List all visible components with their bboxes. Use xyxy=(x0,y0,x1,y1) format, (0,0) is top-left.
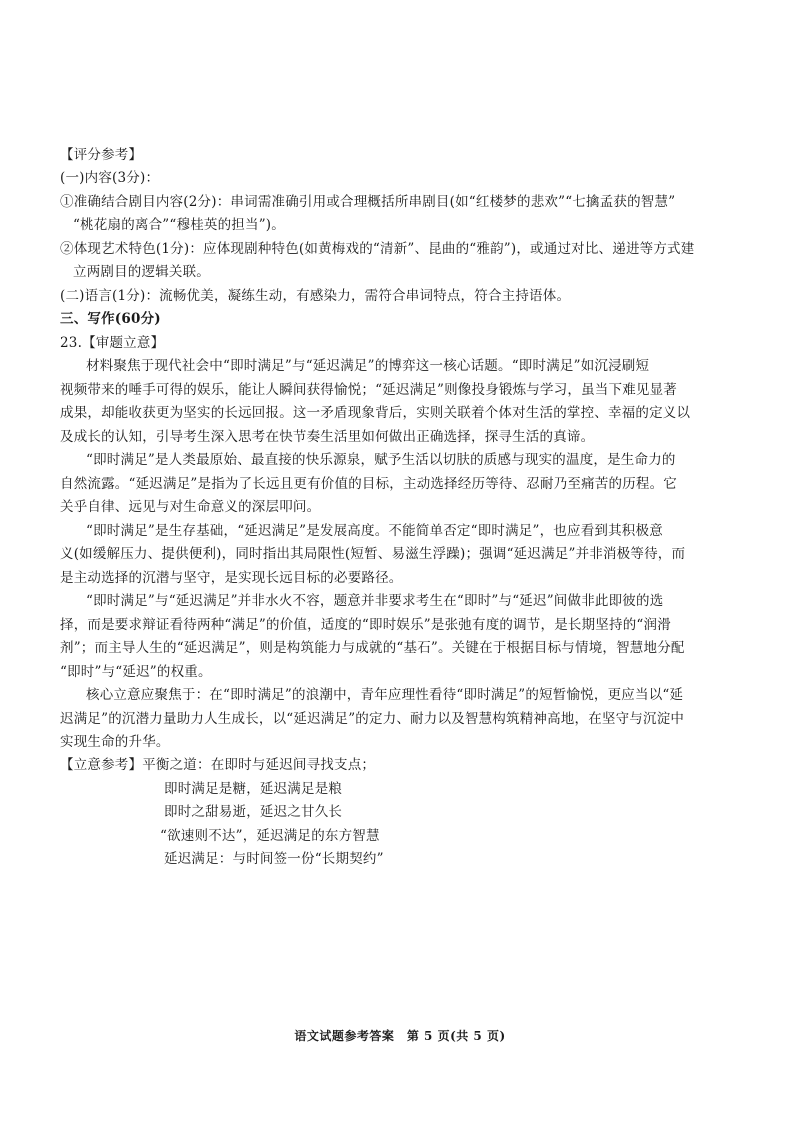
paragraph-line: “即时满足”与“延迟满足”并非水火不容，题意并非要求考生在“即时”与“延迟”间做非此即彼的选 xyxy=(86,593,664,609)
q23-heading: 23.【审题立意】 xyxy=(60,335,165,351)
paragraph-line: “即时满足”是生存基础，“延迟满足”是发展高度。不能简单否定“即时满足”，也应看到其积极意 xyxy=(86,523,663,539)
scoring-heading: 【评分参考】 xyxy=(60,147,143,163)
paragraph-line: 核心立意应聚焦于：在“即时满足”的浪潮中，青年应理性看待“即时满足”的短暂愉悦，更应当以“延 xyxy=(86,687,684,703)
paragraph-line: 关乎自律、远见与对生命意义的深层叩问。 xyxy=(60,499,321,515)
reference-item: 延迟满足：与时间签一份“长期契约” xyxy=(164,851,384,867)
scoring-item2-line2: 立两剧目的逻辑关联。 xyxy=(73,264,210,280)
scoring-item1-line1: ①准确结合剧目内容(2分)：串词需准确引用或合理概括所串剧目(如“红楼梦的悲欢”“七擒孟获的智慧” xyxy=(60,194,676,210)
reference-item: 即时满足是糖，延迟满足是粮 xyxy=(164,781,343,797)
paragraph-line: 材料聚焦于现代社会中“即时满足”与“延迟满足”的博弈这一核心话题。“即时满足”如沉浸刷短 xyxy=(86,358,650,374)
paragraph-line: 是主动选择的沉潜与坚守，是实现长远目标的必要路径。 xyxy=(60,570,403,586)
paragraph-line: “即时”与“延迟”的权重。 xyxy=(60,664,212,680)
paragraph-line: 迟满足”的沉潜力量助力人生成长，以“延迟满足”的定力、耐力以及智慧构筑精神高地，在坚守与沉淀中 xyxy=(60,711,685,727)
reference-block xyxy=(60,754,375,776)
paragraph-line: 剂”；而主导人生的“延迟满足”，则是构筑能力与成就的“基石”。关键在于根据目标与情境，智慧地分配 xyxy=(60,640,685,656)
writing-section-title: 三、写作(60分) xyxy=(60,311,161,327)
reference-item: “欲速则不达”，延迟满足的东方智慧 xyxy=(160,828,380,844)
paragraph-line: 视频带来的唾手可得的娱乐，能让人瞬间获得愉悦；“延迟满足”则像投身锻炼与学习，虽当下难见显著 xyxy=(60,382,678,398)
paragraph-line: 成果，却能收获更为坚实的长远回报。这一矛盾现象背后，实则关联着个体对生活的掌控、幸福的定义以 xyxy=(60,405,691,421)
scoring-item1-line2: “桃花扇的离合”“穆桂英的担当”)。 xyxy=(73,217,285,233)
paragraph-line: 义(如缓解压力、提供便利)，同时指出其局限性(短暂、易滋生浮躁)；强调“延迟满足”并非消极等待，而 xyxy=(60,546,686,562)
reference-item: 平衡之道：在即时与延迟间寻找支点； xyxy=(142,757,376,773)
paragraph-line: 自然流露。“延迟满足”是指为了长远且更有价值的目标，主动选择经历等待、忍耐乃至痛苦的历程。它 xyxy=(60,476,678,492)
paragraph-line: 及成长的认知，引导考生深入思考在快节奏生活里如何做出正确选择，探寻生活的真谛。 xyxy=(60,429,595,445)
paragraph-line: 择，而是要求辩证看待两种“满足”的价值，适度的“即时娱乐”是张弛有度的调节，是长期坚持的“润滑 xyxy=(60,617,671,633)
page-footer: 语文试题参考答案 第 5 页(共 5 页) xyxy=(294,1029,506,1043)
reference-label: 【立意参考】 xyxy=(60,757,143,773)
scoring-section1-title: (一)内容(3分)： xyxy=(60,170,160,186)
scoring-section2: (二)语言(1分)：流畅优美，凝练生动，有感染力，需符合串词特点，符合主持语体。 xyxy=(60,288,571,304)
paragraph-line: “即时满足”是人类最原始、最直接的快乐源泉，赋予生活以切肤的质感与现实的温度，是生命力的 xyxy=(86,452,676,468)
paragraph-line: 实现生命的升华。 xyxy=(60,734,170,750)
scoring-item2-line1: ②体现艺术特色(1分)：应体现剧种特色(如黄梅戏的“清新”、昆曲的“雅韵”)，或通过对比、递进等方式建 xyxy=(60,241,695,257)
reference-item: 即时之甜易逝，延迟之甘久长 xyxy=(164,804,343,820)
